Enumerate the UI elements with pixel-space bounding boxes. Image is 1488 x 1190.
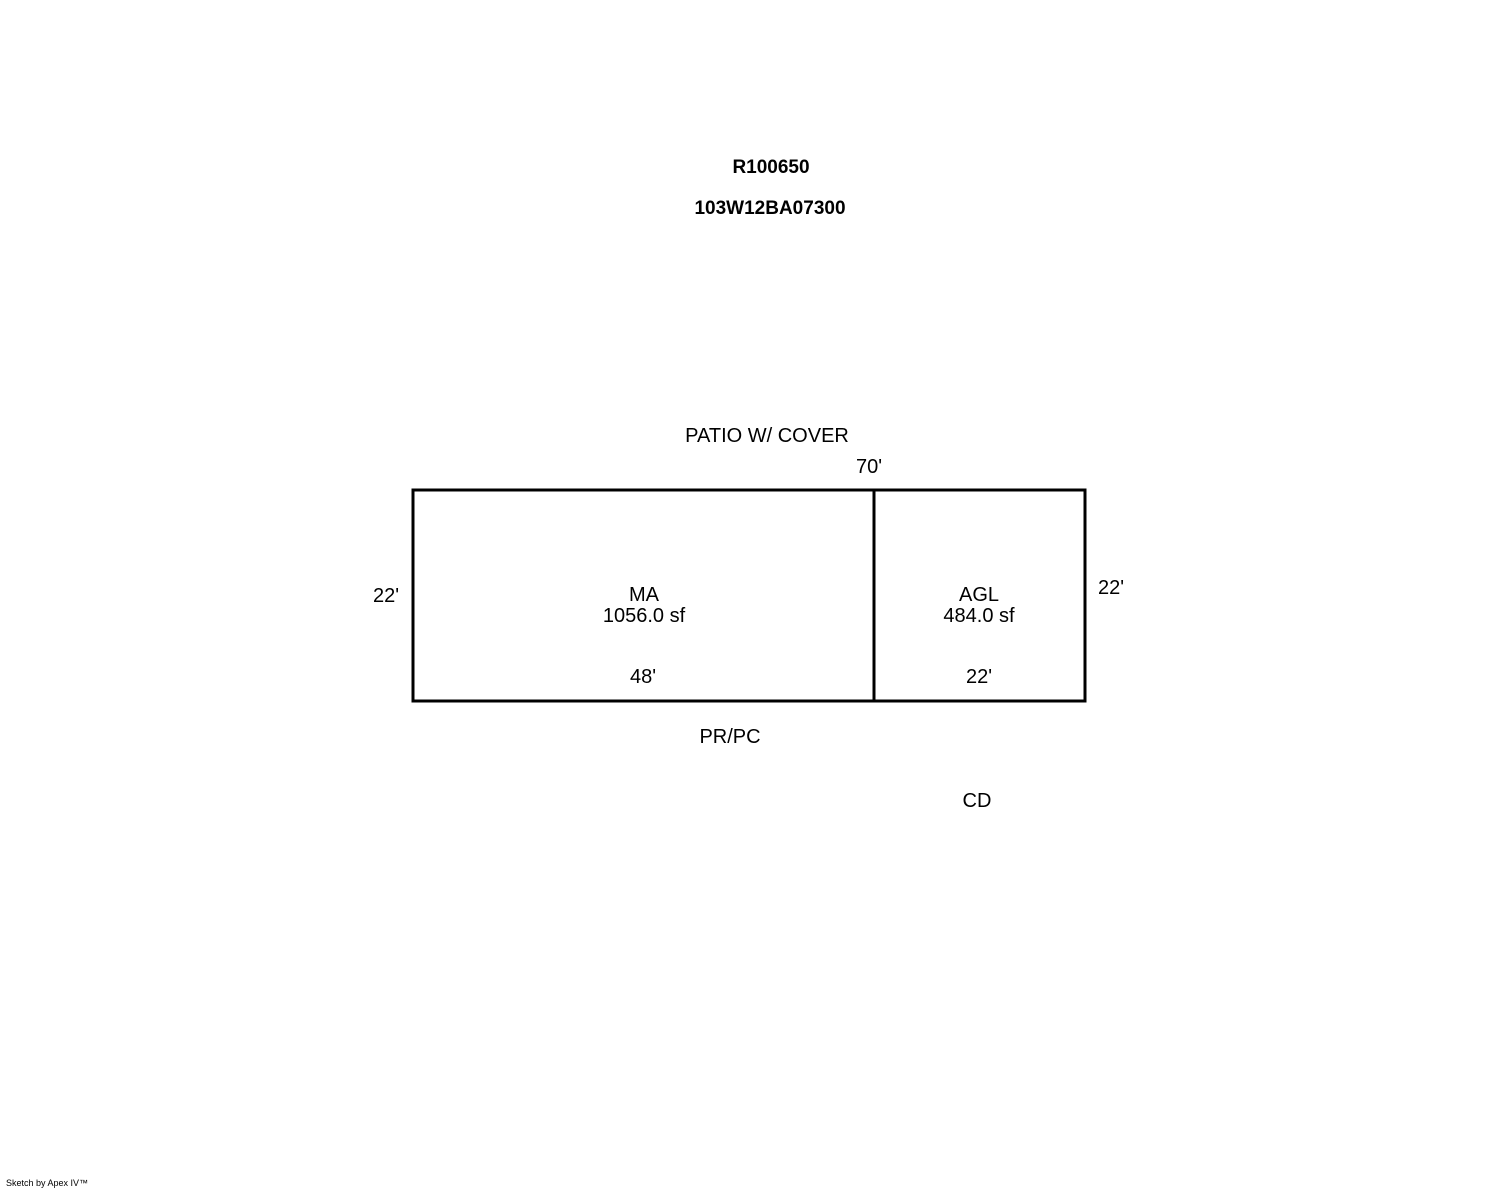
porch-note: PR/PC: [699, 726, 761, 748]
main-area-bottom-dimension: 48': [629, 666, 657, 688]
sketch-credit: Sketch by Apex IV™: [6, 1178, 89, 1188]
main-area-label: [603, 585, 685, 627]
garage-area-size: 484.0 sf: [943, 605, 1015, 627]
main-area-code: MA: [628, 584, 659, 606]
cd-note: CD: [962, 790, 992, 812]
garage-area-label: [943, 585, 1014, 627]
garage-area-code: AGL: [958, 584, 1000, 606]
main-area-size: 1056.0 sf: [602, 605, 686, 627]
map-tax-lot: 103W12BA07300: [694, 198, 846, 219]
right-dimension: 22': [1097, 577, 1125, 599]
account-id: R100650: [732, 157, 810, 178]
left-dimension: 22': [372, 585, 400, 607]
top-dimension: 70': [855, 456, 883, 478]
garage-bottom-dimension: 22': [965, 666, 993, 688]
patio-cover-note: PATIO W/ COVER: [685, 425, 849, 447]
